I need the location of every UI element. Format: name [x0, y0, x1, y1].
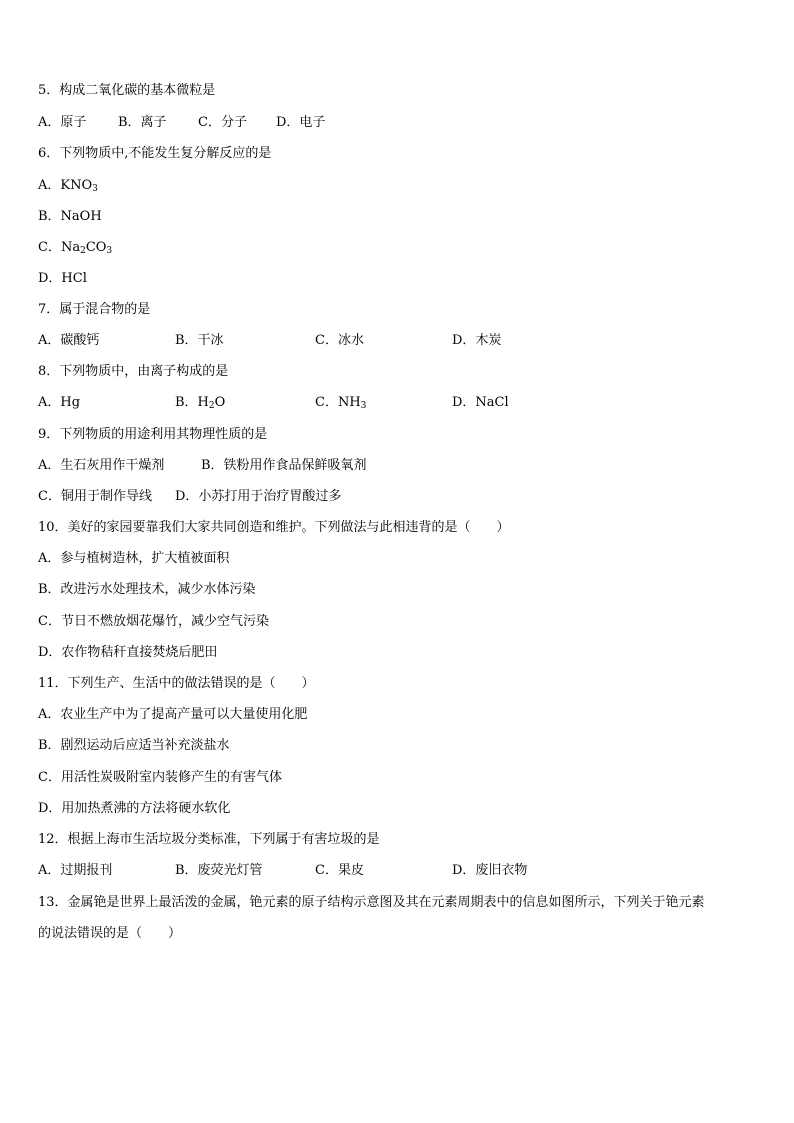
option-c[interactable]: C．果皮 [315, 863, 364, 878]
subscript: 3 [360, 401, 367, 411]
question-12-stem: 12．根据上海市生活垃圾分类标准，下列属于有害垃圾的是 [38, 832, 380, 847]
option-b[interactable] [175, 395, 225, 411]
option-c[interactable] [315, 395, 366, 411]
option-c-text: C．NH [315, 395, 361, 410]
option-b-text-rest: O [214, 395, 226, 410]
option-d[interactable]: D．农作物秸秆直接焚烧后肥田 [38, 645, 218, 660]
question-10-stem: 10．美好的家园要靠我们大家共同创造和维护。下列做法与此相违背的是（ ） [38, 520, 510, 535]
option-a[interactable]: A．碳酸钙 [38, 333, 100, 348]
option-a-text: A．KNO [38, 178, 93, 193]
subscript: 2 [208, 401, 215, 411]
option-a[interactable]: A．过期报刊 [38, 863, 113, 878]
question-6-stem: 6．下列物质中,不能发生复分解反应的是 [38, 146, 272, 161]
option-a[interactable] [38, 395, 80, 411]
option-d[interactable]: D．木炭 [452, 333, 502, 348]
question-13-stem: 13．金属铯是世界上最活泼的金属，铯元素的原子结构示意图及其在元素周期表中的信息如图所示，下列关于铯元素 [38, 895, 705, 910]
option-a[interactable]: A．农业生产中为了提高产量可以大量使用化肥 [38, 707, 308, 722]
option-d[interactable] [452, 395, 509, 411]
option-c-text: C．Na [38, 240, 81, 255]
option-c[interactable]: C．用活性炭吸附室内装修产生的有害气体 [38, 770, 282, 785]
option-d[interactable]: D．小苏打用于治疗胃酸过多 [175, 489, 342, 504]
option-b-text: B．H [175, 395, 209, 410]
option-d[interactable]: D．电子 [276, 115, 326, 130]
option-c[interactable]: C．铜用于制作导线 [38, 489, 152, 504]
option-d[interactable] [38, 271, 87, 287]
option-d-text: D．NaCl [452, 395, 509, 410]
option-b[interactable]: B．剧烈运动后应适当补充淡盐水 [38, 738, 230, 753]
option-c[interactable] [38, 240, 112, 256]
option-a[interactable]: A．原子 [38, 115, 87, 130]
option-c[interactable]: C．节日不燃放烟花爆竹，减少空气污染 [38, 614, 269, 629]
option-b[interactable]: B．离子 [118, 115, 167, 130]
option-c[interactable]: C．冰水 [315, 333, 364, 348]
question-7-stem: 7．属于混合物的是 [38, 302, 151, 317]
question-5-stem: 5．构成二氧化碳的基本微粒是 [38, 83, 216, 98]
option-b[interactable]: B．改进污水处理技术，减少水体污染 [38, 582, 256, 597]
question-9-stem: 9．下列物质的用途利用其物理性质的是 [38, 427, 268, 442]
option-a[interactable]: A．生石灰用作干燥剂 [38, 458, 165, 473]
subscript: 3 [92, 184, 98, 194]
option-b[interactable]: B．铁粉用作食品保鲜吸氧剂 [201, 458, 367, 473]
option-a[interactable]: A．参与植树造林，扩大植被面积 [38, 551, 230, 566]
option-d[interactable]: D．用加热煮沸的方法将硬水软化 [38, 801, 231, 816]
question-8-stem: 8．下列物质中，由离子构成的是 [38, 364, 229, 379]
subscript: 2 [80, 246, 86, 256]
option-b[interactable]: B．废荧光灯管 [175, 863, 263, 878]
question-11-stem: 11．下列生产、生活中的做法错误的是（ ） [38, 676, 315, 691]
option-b[interactable] [38, 209, 102, 225]
option-c-text-rest: CO [85, 240, 107, 255]
option-b[interactable]: B．干冰 [175, 333, 224, 348]
option-d[interactable]: D．废旧衣物 [452, 863, 528, 878]
option-a[interactable] [38, 178, 98, 194]
option-a-text: A．Hg [38, 395, 81, 410]
subscript: 3 [106, 246, 113, 256]
option-c[interactable]: C．分子 [198, 115, 247, 130]
option-b-text: B．NaOH [38, 209, 102, 224]
option-d-text: D．HCl [38, 271, 87, 286]
question-13-stem-continued: 的说法错误的是（ ） [38, 926, 182, 941]
